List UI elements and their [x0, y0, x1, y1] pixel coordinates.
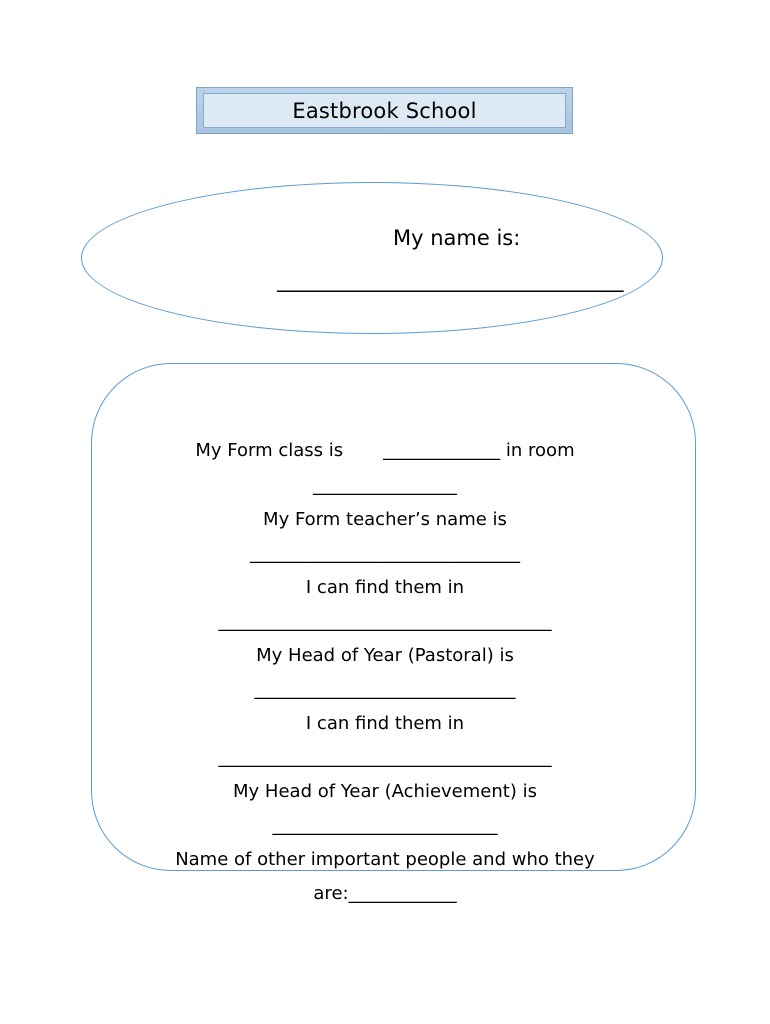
name-ellipse — [81, 182, 663, 334]
pastoral-head-blank-line: _____________________________ — [254, 679, 516, 700]
pastoral-head-location-blank-line: _____________________________________ — [218, 747, 552, 768]
name-label: My name is: — [393, 226, 521, 250]
school-title: Eastbrook School — [203, 93, 566, 128]
form-teacher-location-blank-line: _____________________________________ — [218, 611, 552, 632]
pastoral-head-location-label: I can find them in — [305, 713, 465, 734]
achievement-head-blank-line: _________________________ — [272, 815, 498, 836]
form-teacher-location-label: I can find them in — [305, 577, 465, 598]
form-teacher-blank-line: ______________________________ — [250, 543, 520, 564]
form-class-line: My Form class is _____________ in room — [195, 440, 575, 461]
title-box — [196, 87, 573, 134]
other-people-blank-line: are:____________ — [313, 883, 457, 904]
name-blank-line: _________________________________ — [277, 268, 624, 292]
form-teacher-label: My Form teacher’s name is — [263, 509, 507, 530]
pastoral-head-label: My Head of Year (Pastoral) is — [256, 645, 514, 666]
other-people-label: Name of other important people and who they — [175, 849, 595, 870]
achievement-head-label: My Head of Year (Achievement) is — [233, 781, 537, 802]
room-blank-line: ________________ — [313, 475, 457, 496]
